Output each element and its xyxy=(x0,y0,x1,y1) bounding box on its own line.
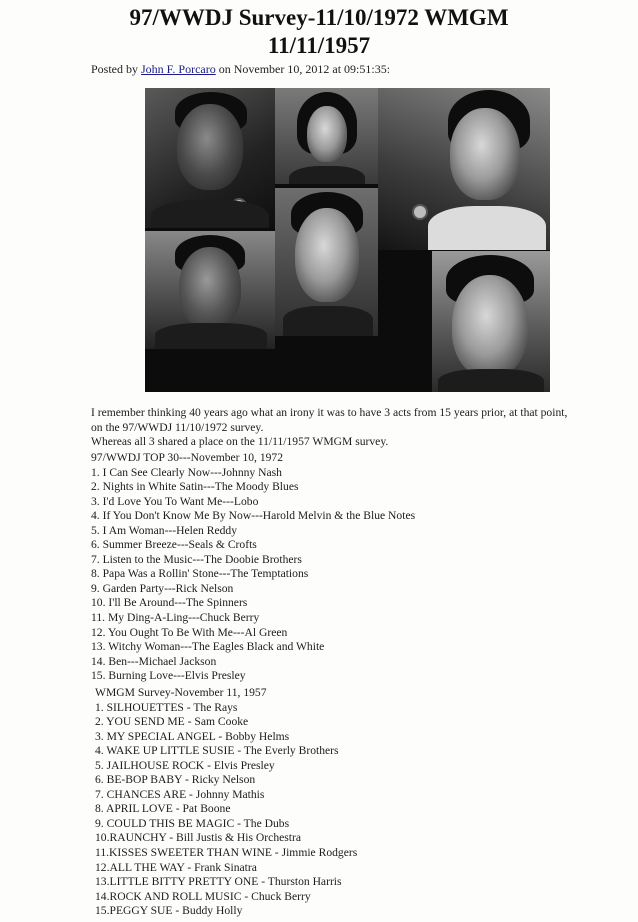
elvis-presley-singing-photo xyxy=(378,88,550,250)
list-item: 13.LITTLE BITTY PRETTY ONE - Thurston Harris xyxy=(95,875,342,889)
list-item: 6. Summer Breeze---Seals & Crofts xyxy=(91,538,257,552)
list-item: 5. JAILHOUSE ROCK - Elvis Presley xyxy=(95,758,275,772)
intro-line: Whereas all 3 shared a place on the 11/11/1957 WMGM survey. xyxy=(91,435,389,449)
list-item: 3. MY SPECIAL ANGEL - Bobby Helms xyxy=(95,729,290,743)
survey-1957-header: WMGM Survey-November 11, 1957 xyxy=(95,686,267,699)
list-item: 13. Witchy Woman---The Eagles Black and White xyxy=(91,640,325,654)
ricky-nelson-young-photo xyxy=(275,188,378,336)
list-item: 11.KISSES SWEETER THAN WINE - Jimmie Rodgers xyxy=(95,846,358,860)
list-item: 2. YOU SEND ME - Sam Cooke xyxy=(95,715,249,729)
list-item: 9. Garden Party---Rick Nelson xyxy=(91,581,234,595)
list-item: 8. APRIL LOVE - Pat Boone xyxy=(95,802,231,816)
photo-collage xyxy=(145,88,550,392)
list-item: 14. Ben---Michael Jackson xyxy=(91,654,217,668)
byline xyxy=(91,62,390,77)
elvis-presley-young-photo xyxy=(432,251,550,392)
page-title-line2: 11/11/1957 xyxy=(267,33,371,58)
byline-prefix: Posted by xyxy=(91,62,142,76)
list-item: 12. You Ought To Be With Me---Al Green xyxy=(91,625,288,639)
list-item: 2. Nights in White Satin---The Moody Blues xyxy=(91,480,299,494)
list-item: 8. Papa Was a Rollin' Stone---The Temptations xyxy=(91,567,309,581)
list-item: 6. BE-BOP BABY - Ricky Nelson xyxy=(95,773,256,787)
list-item: 4. If You Don't Know Me By Now---Harold Melvin & the Blue Notes xyxy=(91,509,416,523)
ricky-nelson-1972-photo xyxy=(275,88,378,184)
list-item: 1. SILHOUETTES - The Rays xyxy=(95,700,238,714)
survey-1957-list xyxy=(95,686,357,919)
list-item: 7. CHANCES ARE - Johnny Mathis xyxy=(95,787,265,801)
list-item: 15. Burning Love---Elvis Presley xyxy=(91,669,246,683)
chuck-berry-singing-photo xyxy=(145,88,275,228)
intro-paragraph xyxy=(91,406,567,450)
author-link[interactable]: John F. Porcaro xyxy=(141,62,216,76)
survey-1972-list xyxy=(91,451,415,684)
page-title-line1: 97/WWDJ Survey-11/10/1972 WMGM xyxy=(129,5,509,30)
list-item: 12.ALL THE WAY - Frank Sinatra xyxy=(95,860,257,874)
list-item: 15.PEGGY SUE - Buddy Holly xyxy=(95,904,243,918)
survey-1972-header: 97/WWDJ TOP 30---November 10, 1972 xyxy=(91,451,284,464)
list-item: 14.ROCK AND ROLL MUSIC - Chuck Berry xyxy=(95,889,311,903)
chuck-berry-young-photo xyxy=(145,231,275,349)
list-item: 1. I Can See Clearly Now---Johnny Nash xyxy=(91,465,282,479)
list-item: 4. WAKE UP LITTLE SUSIE - The Everly Brothers xyxy=(95,744,339,758)
list-item: 5. I Am Woman---Helen Reddy xyxy=(91,523,237,537)
list-item: 9. COULD THIS BE MAGIC - The Dubs xyxy=(95,816,290,830)
list-item: 7. Listen to the Music---The Doobie Brothers xyxy=(91,552,302,566)
intro-line: I remember thinking 40 years ago what an irony it was to have 3 acts from 15 years prior, at that point, xyxy=(91,406,568,419)
list-item: 10.RAUNCHY - Bill Justis & His Orchestra xyxy=(95,831,301,845)
intro-line: on the 97/WWDJ 11/10/1972 survey. xyxy=(91,420,264,434)
list-item: 10. I'll Be Around---The Spinners xyxy=(91,596,248,610)
list-item: 3. I'd Love You To Want Me---Lobo xyxy=(91,494,259,508)
list-item: 11. My Ding-A-Ling---Chuck Berry xyxy=(91,611,260,625)
byline-suffix: on November 10, 2012 at 09:51:35: xyxy=(215,62,391,76)
